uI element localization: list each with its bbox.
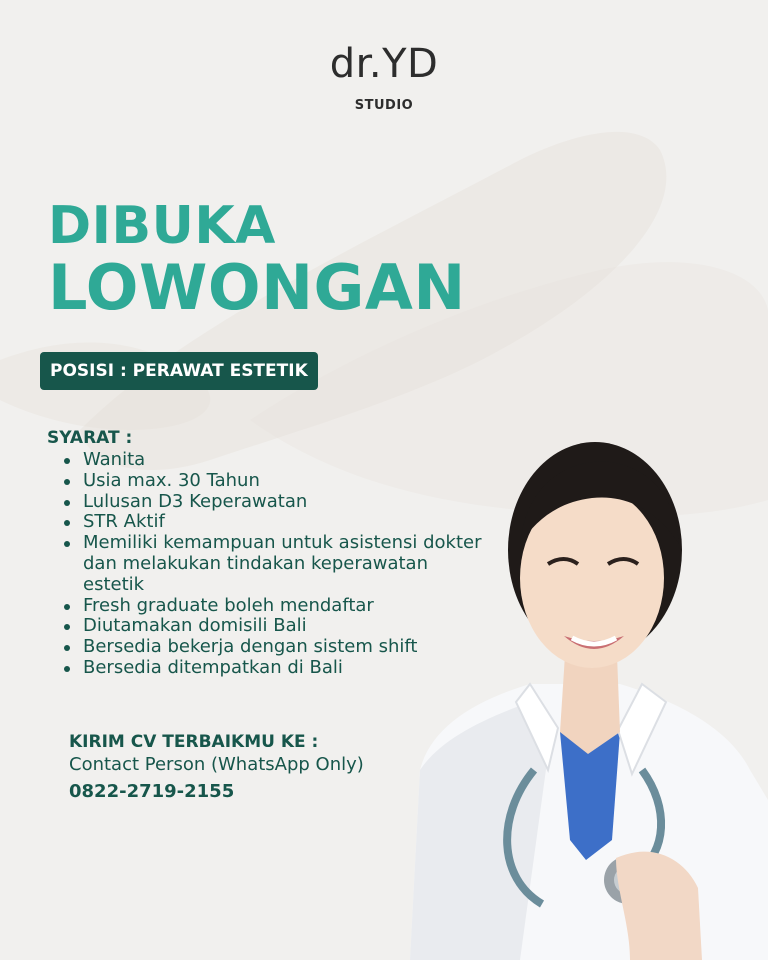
requirement-item: STR Aktif: [62, 512, 492, 533]
requirement-item: Memiliki kemampuan untuk asistensi dokter dan melakukan tindakan keperawatan estetik: [62, 533, 492, 595]
nurse-photo: [380, 440, 768, 960]
requirement-item: Usia max. 30 Tahun: [62, 471, 492, 492]
requirement-item: Lulusan D3 Keperawatan: [62, 492, 492, 513]
requirement-item: Diutamakan domisili Bali: [62, 616, 492, 637]
brand-logo: [0, 38, 768, 113]
cta-phone-number: 0822-2719-2155: [69, 781, 235, 802]
cta-title: KIRIM CV TERBAIKMU KE :: [69, 732, 319, 752]
headline-line2: LOWONGAN: [48, 251, 466, 324]
logo-subtitle: STUDIO: [354, 98, 414, 113]
requirement-item: Bersedia bekerja dengan sistem shift: [62, 637, 492, 658]
requirement-item: Fresh graduate boleh mendaftar: [62, 596, 492, 617]
requirement-item: Wanita: [62, 450, 492, 471]
headline-line1: DIBUKA: [48, 196, 276, 256]
position-badge: POSISI : PERAWAT ESTETIK: [40, 352, 318, 390]
cta-contact-label: Contact Person (WhatsApp Only): [69, 754, 364, 775]
logo-name: dr.YD: [329, 41, 439, 87]
requirements-title: SYARAT :: [47, 428, 133, 448]
requirement-item: Bersedia ditempatkan di Bali: [62, 658, 492, 679]
